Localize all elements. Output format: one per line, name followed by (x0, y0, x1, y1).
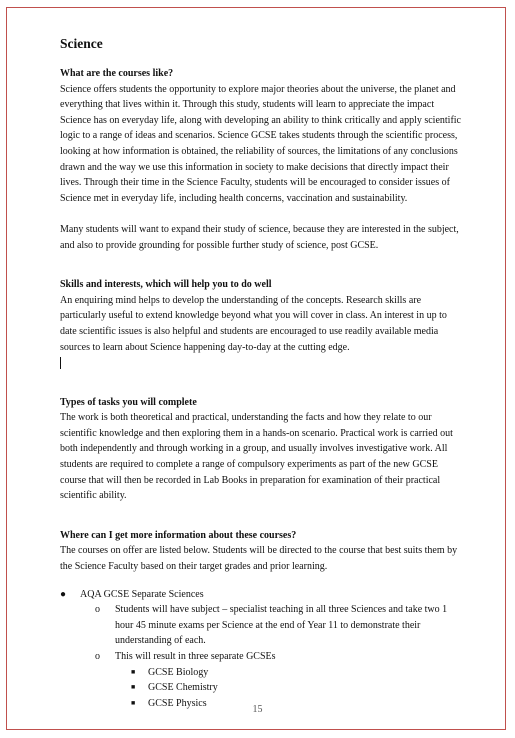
info-paragraph: The courses on offer are listed below. Students will be directed to the course that best suits them by the Science Faculty based on their target grades and prior learning. (60, 545, 458, 573)
bullet-icon: ● (60, 588, 67, 600)
list-item (95, 649, 465, 711)
section-heading-courses: What are the courses like? (60, 68, 174, 79)
section-heading-info: Where can I get more information about these courses? (60, 529, 297, 541)
circle-bullet-icon: o (95, 651, 100, 662)
text-cursor (60, 357, 61, 369)
course-list (60, 587, 465, 712)
skills-paragraph: An enquiring mind helps to develop the understanding of the concepts. Research skills are particularly useful to extend knowledge beyond what you will cover in class. An interest in up to date scientific issues is also helpful and students are encouraged to use readily available media sources to learn about Science happening day-to-day at the cutting edge. (60, 294, 447, 353)
gcse-chemistry: GCSE Chemistry (148, 682, 218, 694)
circle-bullet-icon: o (95, 604, 100, 616)
section-heading-skills: Skills and interests, which will help you to do well (60, 279, 272, 291)
list-item (60, 587, 465, 712)
square-bullet-icon: ■ (131, 667, 136, 676)
course-name: AQA GCSE Separate Sciences (80, 588, 204, 600)
tasks-paragraph: The work is both theoretical and practical, understanding the facts and how they relate to our scientific knowledge and then exploring them in a hands-on scenario. Practical work is carried out both independently and through working in a group, and usually involves investigative work. All students are required to complete a range of compulsory experiments as part of the new GCSE course that will then be recorded in Lab Books in preparation for examination of their practical scientific ability. (60, 412, 453, 502)
courses-paragraph-2: Many students will want to expand their study of science, because they are interested in the subject, and also to provide grounding for possible further study of science, post GCSE. (60, 223, 459, 251)
square-bullet-icon: ■ (131, 698, 136, 707)
list-item (131, 665, 465, 681)
square-bullet-icon: ■ (131, 683, 136, 692)
list-item (131, 680, 465, 696)
document-title: Science (60, 36, 103, 51)
gcse-physics: GCSE Physics (148, 697, 207, 709)
page-number: 15 (252, 704, 263, 715)
section-heading-tasks: Types of tasks you will complete (60, 396, 197, 408)
document-body[interactable] (60, 36, 465, 711)
course-detail-2: This will result in three separate GCSEs (115, 651, 276, 662)
course-detail-1: Students will have subject – specialist teaching in all three Sciences and take two 1 hour 45 minute exams per Science at the end of Year 11 to demonstrate their understanding of each. (115, 604, 448, 647)
gcse-biology: GCSE Biology (148, 666, 209, 678)
list-item (95, 602, 465, 649)
courses-paragraph-1: Science offers students the opportunity to explore major theories about the universe, the planet and everything that lives within it. Through this study, students will learn to appreciate the impact Science has on everyday life, along with developing an ability to think critically and apply scientific logic to a range of ideas and scenarios. Science GCSE takes students through the scientific process, looking at how information is obtained, the reliability of sources, the limitations of any conclusions drawn and the way we use this information in society to make decisions that directly impact their lives. Through their time in the Science Faculty, students will be encouraged to consider issues of Science met in everyday life, including health concerns, vaccination and sustainability. (60, 83, 461, 204)
